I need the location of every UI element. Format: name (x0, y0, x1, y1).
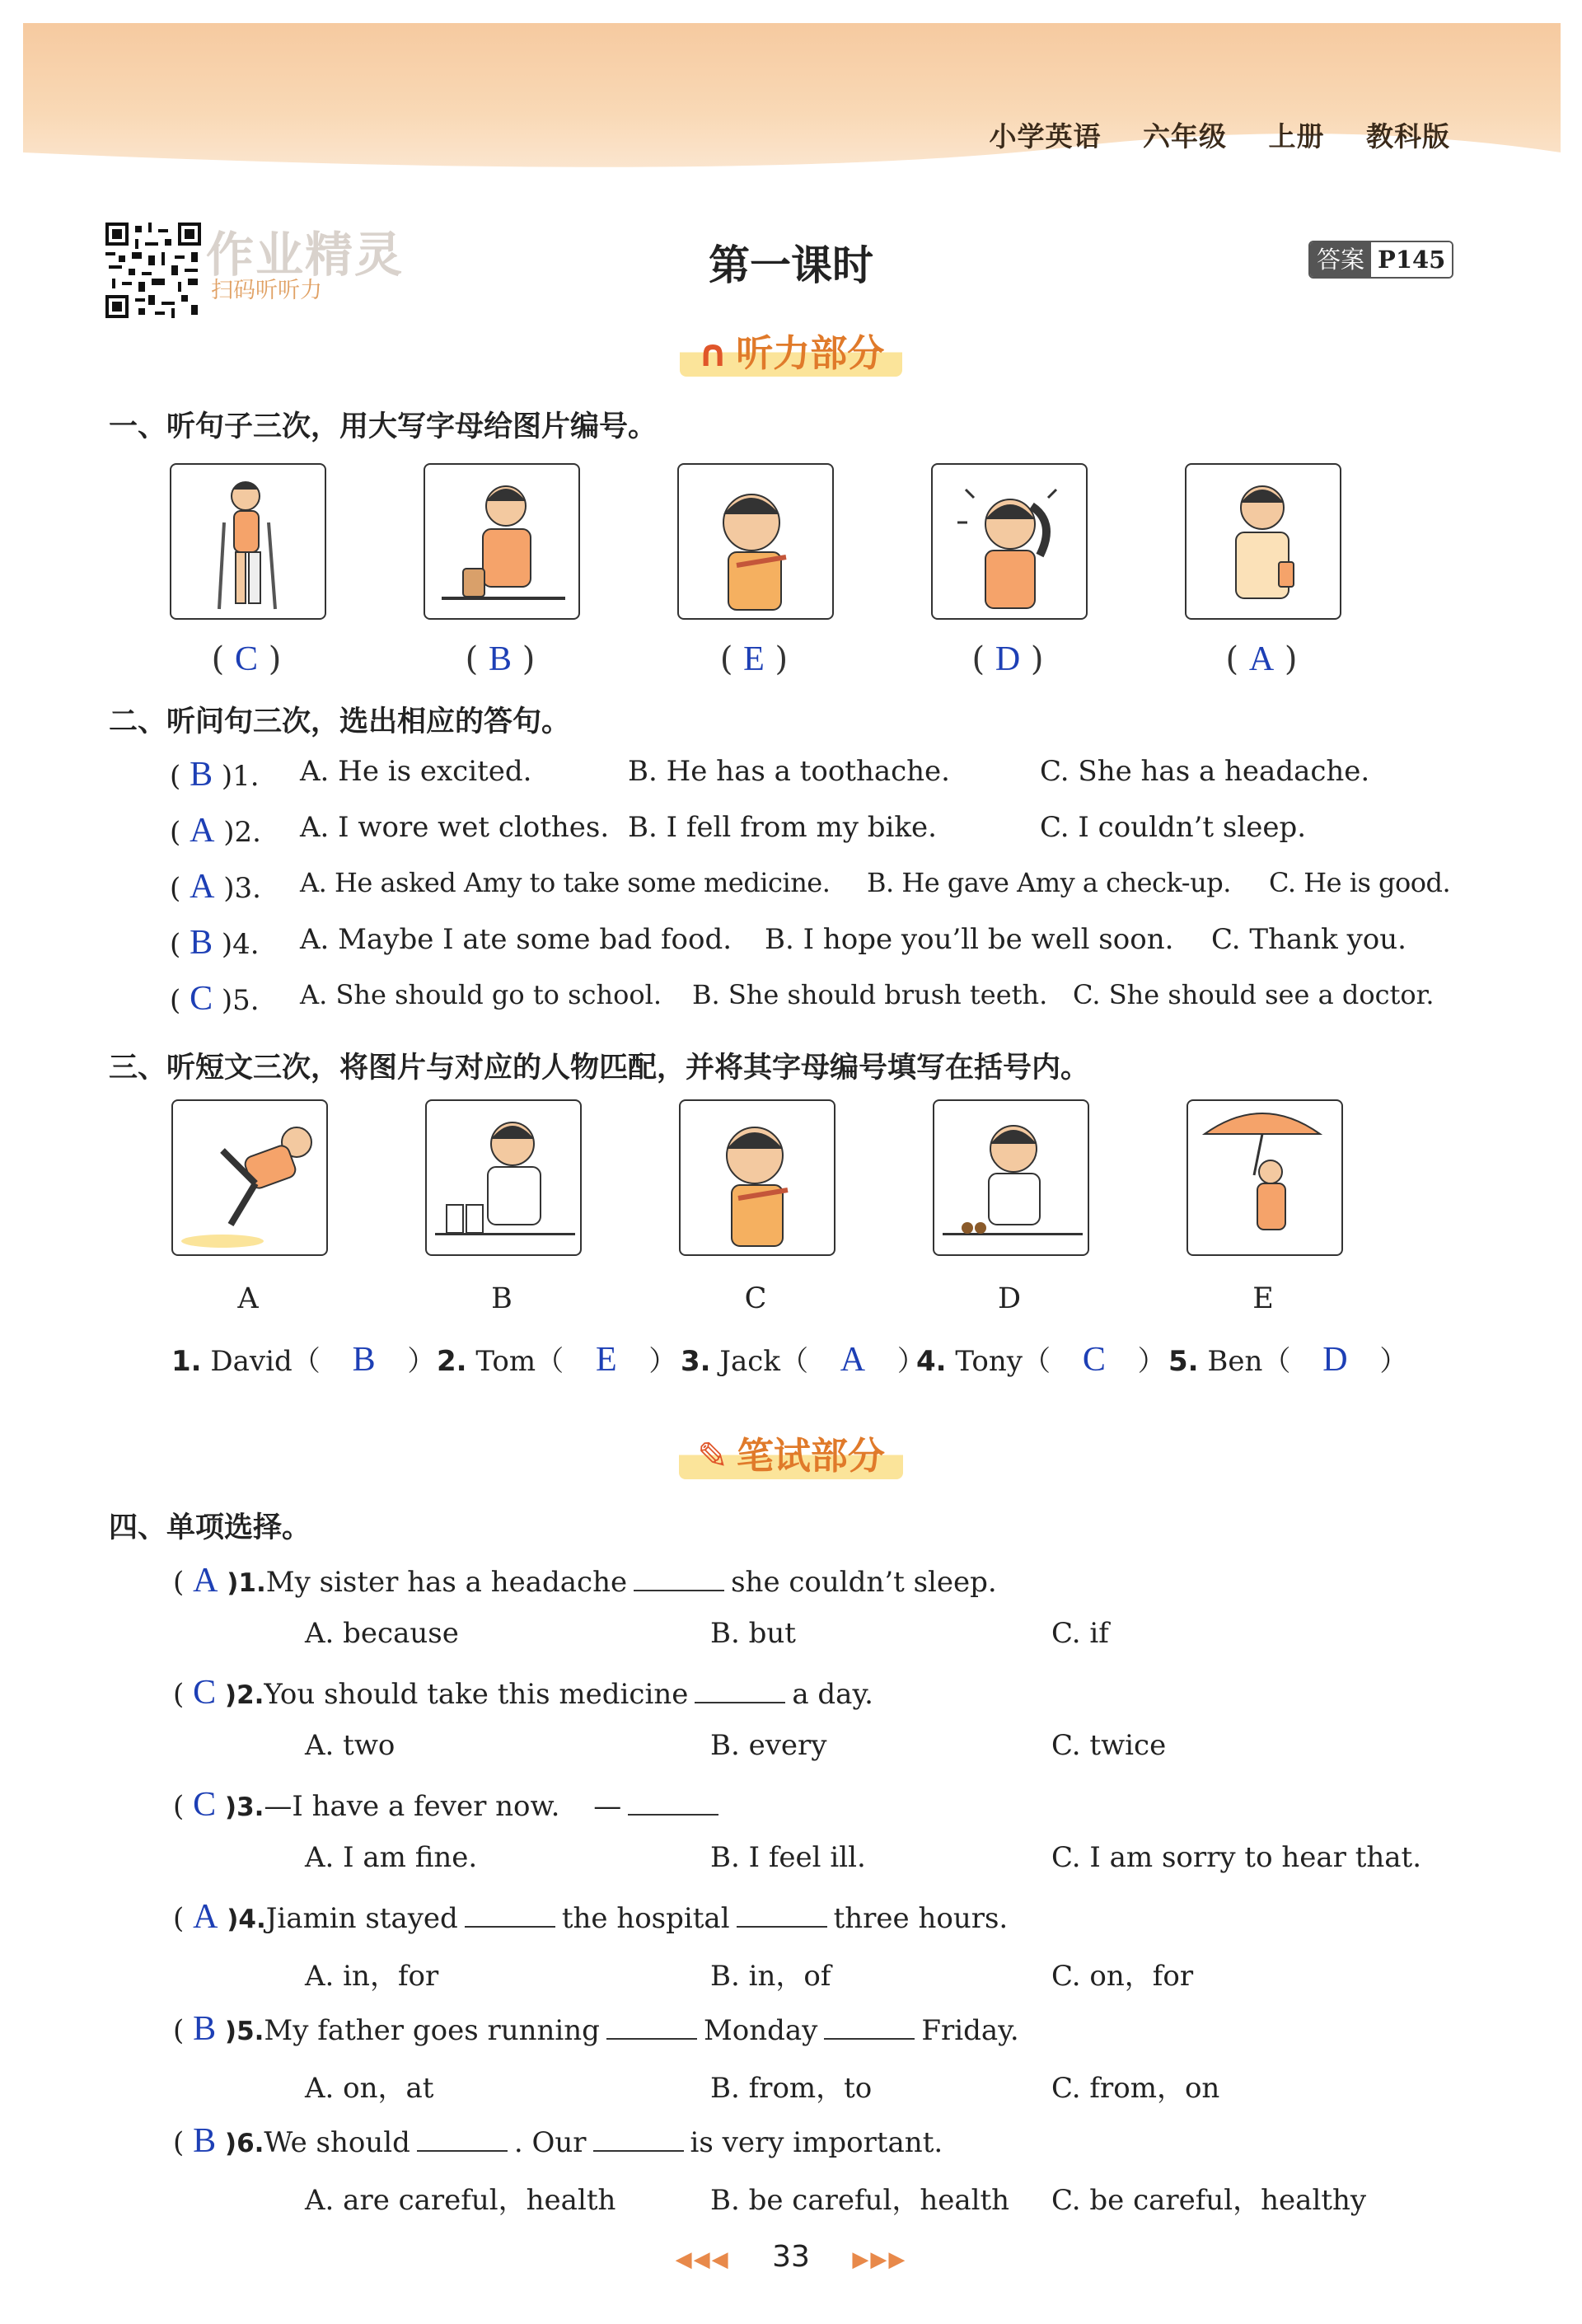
option-a: A. Maybe I ate some bad food. (300, 923, 732, 956)
answer: A (193, 1562, 218, 1600)
option-a: A. two (305, 1729, 396, 1762)
blank-2[interactable] (824, 2015, 915, 2040)
written-part-heading (0, 1426, 1582, 1479)
volume: 上册 (1268, 120, 1325, 152)
picture-c-toothache (679, 1099, 835, 1256)
blank-1[interactable] (628, 1791, 718, 1816)
option-c: C. if (1051, 1617, 1109, 1650)
match-4: 4. Tony（ C ） (916, 1341, 1166, 1379)
option-c: C. from，on (1051, 2072, 1220, 2105)
picture-label-d: D (997, 1282, 1022, 1315)
answer-reference[interactable] (1308, 241, 1453, 279)
stem: My sister has a headache (265, 1566, 628, 1599)
option-a: A. I am fine. (305, 1841, 478, 1874)
blank-2[interactable] (593, 2127, 684, 2152)
blank-1[interactable] (465, 1903, 555, 1928)
match-2: 2. Tom（ E ） (437, 1341, 677, 1379)
option-c: C. Thank you. (1211, 923, 1406, 956)
option-b: B. I fell from my bike. (628, 811, 937, 844)
blank-1[interactable] (417, 2127, 508, 2152)
option-a: A. are careful，health (305, 2184, 616, 2217)
answer: B (190, 924, 213, 962)
option-b: B. every (710, 1729, 827, 1762)
page-footer (0, 2240, 1582, 2274)
pencil-icon: ✎ (697, 1434, 728, 1478)
answer: C (193, 1786, 217, 1824)
option-a: A. in，for (305, 1960, 439, 1993)
brand-name: 作业精灵 (206, 227, 405, 283)
headphones-icon: ∩ (697, 331, 728, 375)
picture-crutches (170, 463, 326, 620)
option-b: B. from，to (710, 2072, 873, 2105)
picture-label-c: C (744, 1282, 767, 1315)
section1-answer-5: ( A ) (1225, 640, 1298, 678)
picture-e-umbrella (1186, 1099, 1343, 1256)
book-info (958, 115, 1451, 154)
option-c: C. be careful，healthy (1051, 2184, 1367, 2217)
option-a: A. I wore wet clothes. (300, 811, 610, 844)
blank-1[interactable] (695, 1679, 785, 1703)
page-number: 33 (772, 2240, 810, 2274)
picture-label-a: A (237, 1282, 259, 1315)
answer: A (193, 1898, 218, 1936)
written-title: 笔试部分 (736, 1434, 885, 1478)
option-b: B. He gave Amy a check-up. (867, 867, 1231, 898)
right-arrows-icon: ▶▶▶ (852, 2247, 907, 2272)
listening-title: 听力部分 (736, 331, 885, 375)
answer: C (193, 1674, 217, 1712)
answer-page: P145 (1371, 242, 1452, 277)
section1-answer-1: ( C ) (211, 640, 282, 678)
option-c: C. I couldn’t sleep. (1040, 811, 1307, 844)
option-a: A. He is excited. (300, 755, 532, 788)
section1-answer-2: ( B ) (465, 640, 536, 678)
picture-label-e: E (1252, 1282, 1274, 1315)
picture-headache (931, 463, 1088, 620)
blank-1[interactable] (634, 1567, 724, 1591)
answer: C (190, 980, 213, 1018)
answer: B (190, 756, 213, 794)
option-b: B. in，of (710, 1960, 831, 1993)
option-c: C. She should see a doctor. (1073, 979, 1435, 1010)
listening-part-heading (0, 323, 1582, 377)
option-b: B. She should brush teeth. (692, 979, 1048, 1010)
option-c: C. on，for (1051, 1960, 1194, 1993)
section1-answer-3: ( E ) (719, 640, 789, 678)
option-a: A. She should go to school. (300, 979, 662, 1010)
picture-a-fall (171, 1099, 328, 1256)
brand-sub: 扫码听听力 (211, 278, 322, 303)
blank-2[interactable] (737, 1903, 827, 1928)
option-c: C. She has a headache. (1040, 755, 1370, 788)
section4-title: 四、单项选择。 (109, 1511, 311, 1544)
section1-title: 一、听句子三次，用大写字母给图片编号。 (109, 410, 658, 443)
section2-title: 二、听问句三次，选出相应的答句。 (109, 705, 571, 738)
option-a: A. on，at (305, 2072, 434, 2105)
match-1: 1. David（ B ） (171, 1341, 436, 1379)
lesson-title: 第一课时 (709, 241, 873, 289)
picture-label-b: B (491, 1282, 513, 1315)
section1-answer-4: ( D ) (971, 640, 1044, 678)
match-5: 5. Ben（ D ） (1168, 1341, 1408, 1379)
answer: A (190, 812, 215, 850)
match-3: 3. Jack（ A ） (681, 1341, 925, 1379)
option-a: A. He asked Amy to take some medicine. (300, 867, 831, 898)
option-c: C. twice (1051, 1729, 1167, 1762)
answer: A (190, 868, 215, 906)
option-c: C. He is good. (1269, 867, 1451, 898)
option-c: C. I am sorry to hear that. (1051, 1841, 1422, 1874)
blank-1[interactable] (606, 2015, 697, 2040)
answer-label: 答案 (1310, 242, 1371, 277)
option-a: A. because (305, 1617, 459, 1650)
subject: 小学英语 (989, 120, 1102, 152)
option-b: B. I hope you’ll be well soon. (765, 923, 1174, 956)
picture-d-bad-food (933, 1099, 1089, 1256)
option-b: B. He has a toothache. (628, 755, 950, 788)
option-b: B. be careful，health (710, 2184, 1010, 2217)
option-b: B. but (710, 1617, 796, 1650)
left-arrows-icon: ◀◀◀ (675, 2247, 730, 2272)
picture-stomachache (424, 463, 580, 620)
edition: 教科版 (1366, 120, 1450, 152)
grade: 六年级 (1143, 120, 1227, 152)
answer: B (193, 2122, 217, 2160)
section3-title: 三、听短文三次，将图片与对应的人物匹配，并将其字母编号填写在括号内。 (109, 1052, 1090, 1085)
picture-b-drinking (425, 1099, 582, 1256)
picture-toothache (677, 463, 834, 620)
answer: B (193, 2010, 217, 2048)
option-b: B. I feel ill. (710, 1841, 866, 1874)
picture-cold (1185, 463, 1341, 620)
